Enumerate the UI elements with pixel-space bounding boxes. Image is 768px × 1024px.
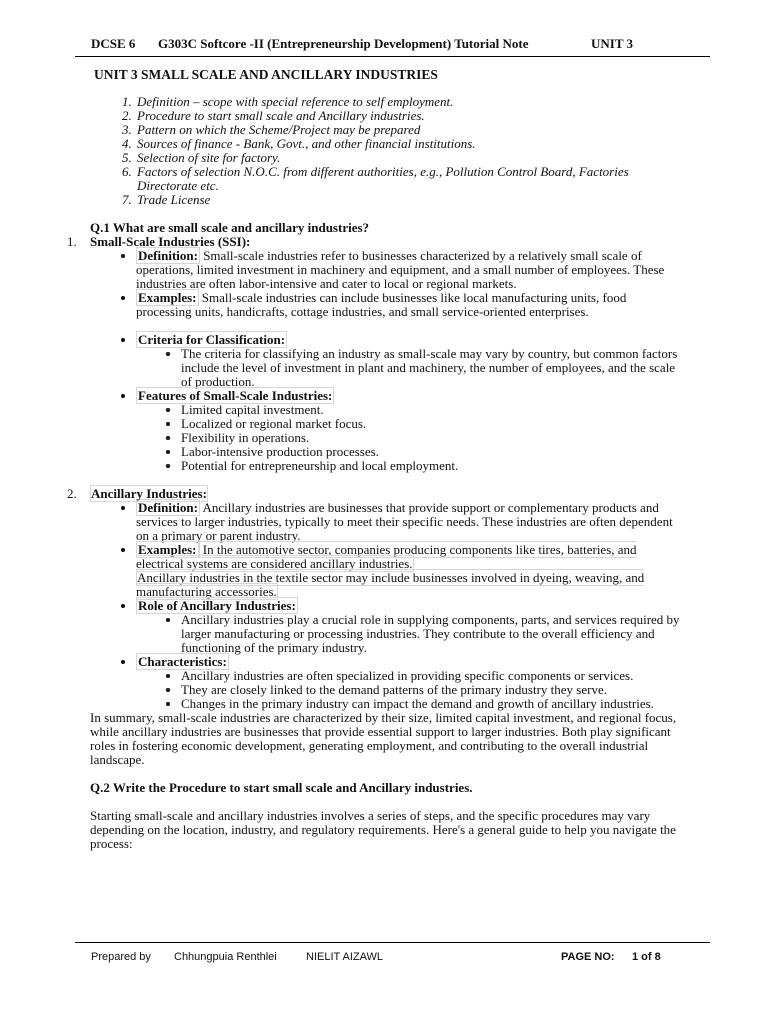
ssi-definition (136, 249, 682, 291)
list-item: • Changes in the primary industry can impact the demand and growth of ancillary industries. (181, 697, 682, 711)
list-item: • Labor-intensive production processes. (181, 445, 682, 459)
topic-item: 2. Procedure to start small scale and Ancillary industries. (135, 109, 682, 123)
examples-text: In the automotive sector, companies producing components like tires, batteries, and electrical systems are considered ancillary industries. (136, 542, 637, 571)
topic-list (90, 95, 682, 207)
examples-label: Examples: (138, 290, 197, 305)
list-item: • Potential for entrepreneurship and local employment. (181, 459, 682, 473)
footer-rule (75, 942, 710, 943)
criteria-list (136, 347, 682, 389)
definition-label: Definition: (138, 248, 198, 263)
role-label: Role of Ancillary Industries: (138, 598, 296, 613)
ssi-criteria (136, 333, 682, 389)
section-ancillary (67, 486, 682, 501)
ancillary-role (136, 599, 682, 655)
examples-label: Examples: (138, 542, 197, 557)
footer-prepared-by: Prepared by (91, 951, 151, 963)
ssi-list (90, 249, 682, 473)
examples-text: Small-scale industries can include businesses like local manufacturing units, food processing units, handicrafts, cottage industries, and small service-oriented enterprises. (136, 290, 627, 319)
definition-label: Definition: (138, 500, 198, 515)
topic-item: 1. Definition – scope with special reference to self employment. (135, 95, 682, 109)
characteristics-label: Characteristics: (138, 654, 227, 669)
ancillary-characteristics (136, 655, 682, 711)
ancillary-examples (136, 543, 682, 599)
definition-text: Small-scale industries refer to businesses characterized by a relatively small scale of operations, limited investment in machinery and equipment, and a small number of employees. These industries are often labor-intensive and cater to local or regional markets. (136, 248, 665, 291)
ancillary-definition (136, 501, 682, 543)
features-list (136, 403, 682, 473)
ssi-features (136, 389, 682, 473)
q2-intro-paragraph: Starting small-scale and ancillary industries involves a series of steps, and the specific procedures may vary depending on the location, industry, and regulatory requirements. Here's a general guide to help you navigate the process: (90, 808, 676, 851)
header-course: DCSE 6 (91, 36, 136, 51)
section-number: 1. (67, 234, 77, 249)
section-heading: Ancillary Industries: (91, 486, 207, 501)
footer-org: NIELIT AIZAWL (306, 951, 384, 963)
list-item: • Localized or regional market focus. (181, 417, 682, 431)
examples-text-2: Ancillary industries in the textile sector may include businesses involved in dyeing, weaving, and manufacturing accessories. (136, 570, 645, 599)
footer-author: Chhungpuia Renthlei (174, 951, 277, 963)
role-list (136, 613, 682, 655)
footer-page-number: 1 of 8 (632, 951, 661, 963)
topic-item: 7. Trade License (135, 193, 682, 207)
ancillary-list (90, 501, 682, 711)
list-item: • Ancillary industries play a crucial role in supplying components, parts, and services required by larger manufacturing or processing industries. They contribute to the overall efficiency and functioning of the primary industry. (181, 613, 682, 655)
question-2: Q.2 Write the Procedure to start small scale and Ancillary industries. (90, 780, 473, 795)
unit-title: UNIT 3 SMALL SCALE AND ANCILLARY INDUSTRIES (94, 67, 438, 82)
topic-item: 5. Selection of site for factory. (135, 151, 682, 165)
list-item: • Limited capital investment. (181, 403, 682, 417)
characteristics-list (136, 669, 682, 711)
definition-text: Ancillary industries are businesses that provide support or complementary products and services to larger industries, typically to meet their specific needs. These industries are often dependent on a primary or parent industry. (136, 500, 673, 543)
features-label: Features of Small-Scale Industries: (138, 388, 333, 403)
header-unit: UNIT 3 (591, 36, 634, 51)
criteria-label: Criteria for Classification: (138, 332, 286, 347)
topic-item: 4. Sources of finance - Bank, Govt., and other financial institutions. (135, 137, 682, 151)
footer-page-label: PAGE NO: (561, 951, 615, 963)
section-heading: Small-Scale Industries (SSI): (90, 234, 251, 249)
header-title: G303C Softcore -II (Entrepreneurship Development) Tutorial Note (158, 36, 529, 51)
topic-item: 3. Pattern on which the Scheme/Project may be prepared (135, 123, 682, 137)
header-rule (75, 56, 710, 57)
list-item: • Ancillary industries are often specialized in providing specific components or services. (181, 669, 682, 683)
section-number: 2. (67, 486, 77, 501)
question-1: Q.1 What are small scale and ancillary industries? (90, 220, 370, 235)
list-item: • Flexibility in operations. (181, 431, 682, 445)
summary-paragraph: In summary, small-scale industries are characterized by their size, limited capital investment, and regional focus, while ancillary industries are businesses that provide essential support to larger industries. Both play significant roles in fostering economic development, generating employment, and contributing to the overall industrial landscape. (90, 710, 677, 767)
topic-item: 6. Factors of selection N.O.C. from different authorities, e.g., Pollution Control Board, Factories Directorate etc. (135, 165, 682, 193)
list-item: • They are closely linked to the demand patterns of the primary industry they serve. (181, 683, 682, 697)
list-item: • The criteria for classifying an industry as small-scale may vary by country, but common factors include the level of investment in plant and machinery, the number of employees, and the scale of production. (181, 347, 682, 389)
ssi-examples (136, 291, 682, 319)
section-ssi (67, 234, 682, 249)
main-content (67, 94, 682, 851)
